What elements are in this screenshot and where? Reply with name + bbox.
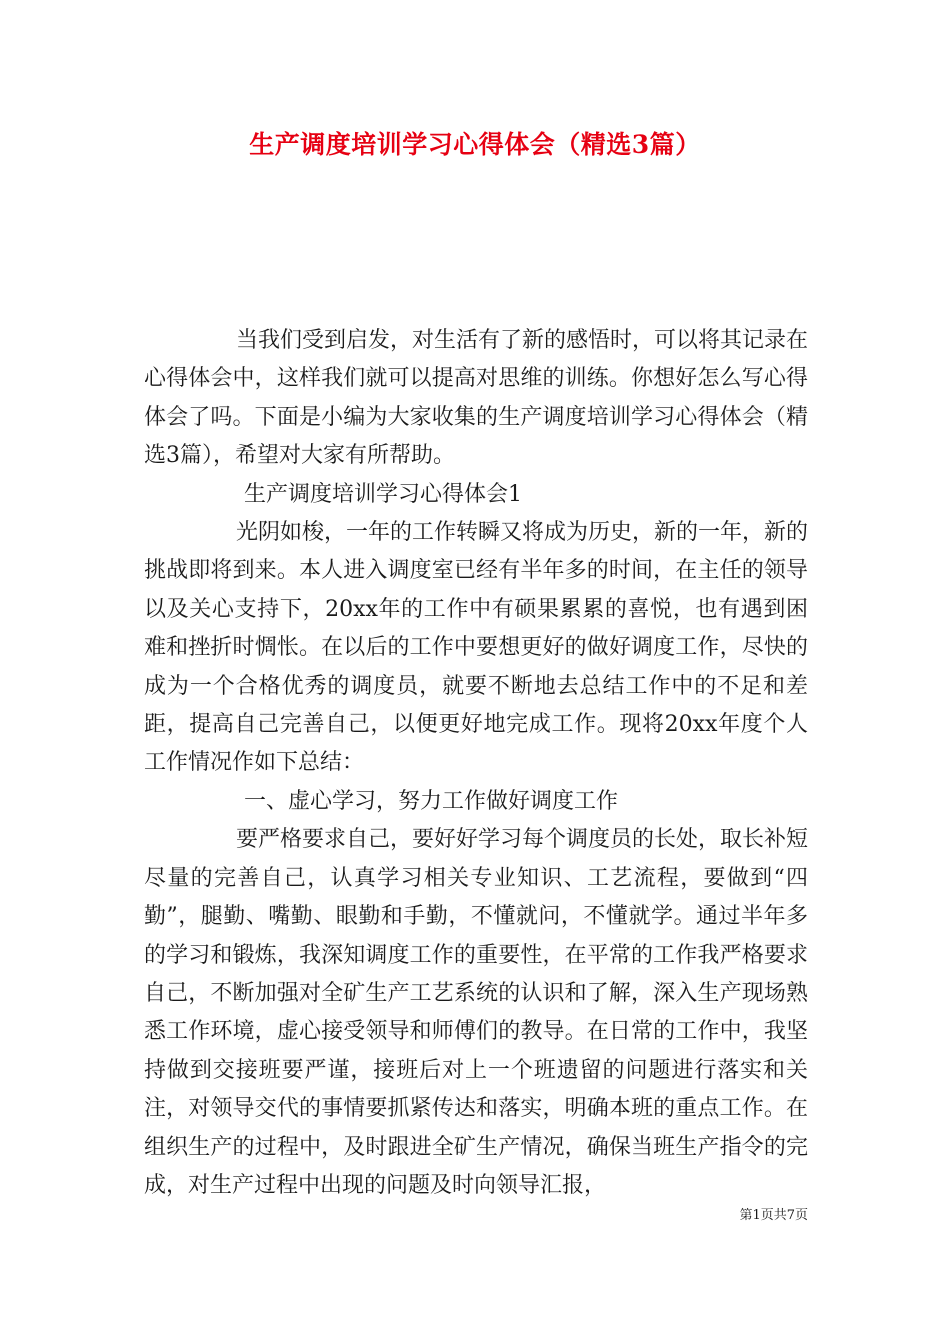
- document-body: [144, 322, 808, 1205]
- section-1-paragraph-2: 要严格要求自己，要好好学习每个调度员的长处，取长补短尽量的完善自己，认真学习相关专业知识、工艺流程，要做到“四勤”，腿勤、嘴勤、眼勤和手勤，不懂就问，不懂就学。通过半年多的学习和锻炼，我深知调度工作的重要性，在平常的工作我严格要求自己，不断加强对全矿生产工艺系统的认识和了解，深入生产现场熟悉工作环境，虚心接受领导和师傅们的教导。在日常的工作中，我坚持做到交接班要严谨，接班后对上一个班遗留的问题进行落实和关注，对领导交代的事情要抓紧传达和落实，明确本班的重点工作。在组织生产的过程中，及时跟进全矿生产情况，确保当班生产指令的完成，对生产过程中出现的问题及时向领导汇报，: [144, 827, 809, 1198]
- document-title: 生产调度培训学习心得体会（精选3篇）: [249, 130, 701, 159]
- subheading-1: 一、虚心学习，努力工作做好调度工作: [244, 788, 619, 814]
- section-1-title: 生产调度培训学习心得体会1: [244, 481, 522, 507]
- intro-paragraph: 当我们受到启发，对生活有了新的感悟时，可以将其记录在心得体会中，这样我们就可以提高对思维的训练。你想好怎么写心得体会了吗。下面是小编为大家收集的生产调度培训学习心得体会（精选3篇），希望对大家有所帮助。: [144, 328, 809, 469]
- page-number: 第1页共7页: [739, 1208, 808, 1223]
- section-1-paragraph-1: 光阴如梭，一年的工作转瞬又将成为历史，新的一年，新的挑战即将到来。本人进入调度室已经有半年多的时间，在主任的领导以及关心支持下，20xx年的工作中有硕果累累的喜悦，也有遇到困难和挫折时惆怅。在以后的工作中要想更好的做好调度工作，尽快的成为一个合格优秀的调度员，就要不断地去总结工作中的不足和差距，提高自己完善自己，以便更好地完成工作。现将20xx年度个人工作情况作如下总结：: [144, 520, 809, 776]
